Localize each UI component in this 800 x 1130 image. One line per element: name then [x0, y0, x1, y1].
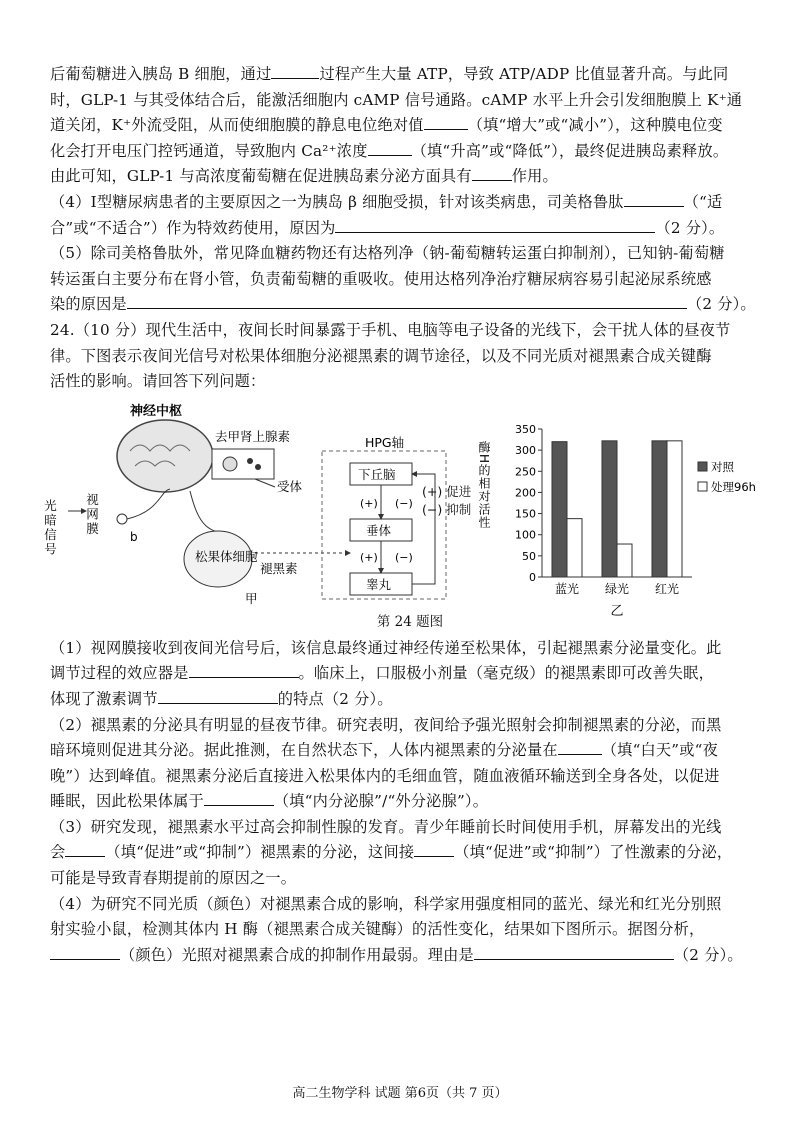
bar-control: [602, 441, 617, 577]
synapse-box: [212, 449, 274, 479]
x-axis-label: 乙: [610, 603, 624, 619]
q24-s2: （2）褪黑素的分泌具有明显的昼夜节律。研究表明，夜间给予强光照射会抑制褪黑素的分泌，而黑: [50, 715, 722, 734]
svg-text:(−): (−): [395, 496, 413, 510]
q23-part5c: 染的原因是 （2 分）。: [50, 295, 756, 314]
bar-treated: [567, 518, 582, 576]
x-tick-label: 红光: [654, 581, 680, 596]
q23-part4: （4）Ⅰ型糖尿病患者的主要原因之一为胰岛 β 细胞受损，针对该类病患，司美格鲁肽 （“适: [50, 192, 723, 211]
y-tick-label: 200: [515, 486, 536, 500]
q24-s1b: 调节过程的效应器是 。临床上，口服极小剂量（毫克级）的褪黑素即可改善失眠，: [50, 664, 714, 683]
answer-blank[interactable]: [158, 689, 278, 704]
q24-s4b: 射实验小鼠，检测其体内 H 酶（褪黑素合成关键酶）的活性变化，结果如下图所示。据图分析，: [50, 920, 705, 939]
q23-line5: 由此可知，GLP-1 与高浓度葡萄糖在促进胰岛素分泌方面具有 作用。: [50, 167, 558, 186]
label-adrenaline: 去甲肾上腺素: [215, 428, 291, 444]
q24-s4c: （颜色）光照对褪黑素合成的抑制作用最弱。理由是 （2 分）。: [50, 943, 770, 969]
label-melatonin: 褪黑素: [260, 560, 298, 576]
answer-blank[interactable]: [127, 294, 687, 309]
q24-s2b: 暗环境则促进其分泌。据此推测，在自然状态下，人体内褪黑素的分泌量在 （填“白天”或“夜: [50, 741, 719, 760]
answer-blank[interactable]: [204, 791, 274, 806]
y-tick-label: 100: [515, 528, 536, 542]
answer-blank[interactable]: [335, 218, 655, 233]
legend-label: 处理96h: [711, 479, 756, 494]
q23-line1: 后葡萄糖进入胰岛 B 细胞，通过 过程产生大量 ATP，导致 ATP/ADP 比值显著升高。与此同: [50, 65, 729, 83]
legend-swatch: [698, 482, 707, 491]
label-light: 光暗信号: [42, 498, 58, 557]
bar-treated: [617, 544, 632, 577]
y-axis-label: 酶H的相对活性: [477, 440, 491, 529]
label-b: b: [130, 529, 138, 544]
q24-s1: （1）视网膜接收到夜间光信号后，该信息最终通过神经传递至松果体，引起褪黑素分泌量变化。此: [50, 638, 722, 657]
answer-blank[interactable]: [50, 945, 120, 960]
label-center: 神经中枢: [130, 403, 183, 419]
bar-chart-yi: [470, 401, 770, 619]
label-pineal: 松果体细胞: [195, 548, 258, 564]
answer-blank[interactable]: [368, 141, 412, 156]
legend-promote-inhibit: (+) 促进 (−) 抑制: [422, 483, 472, 517]
answer-blank[interactable]: [472, 166, 512, 181]
q23-line4: 化会打开电压门控钙通道，导致胞内 Ca²⁺浓度 （填“升高”或“降低”），最终促进胰岛素释放。: [50, 141, 729, 160]
svg-text:(−): (−): [395, 550, 413, 564]
q24-s2d: 晚”）达到峰值。褪黑素分泌后直接进入松果体内的毛细血管，随血液循环输送到全身各处，以促进: [50, 766, 720, 785]
bar-control: [652, 441, 667, 577]
label-receptor: 受体: [277, 478, 303, 494]
q23-part5b: 转运蛋白主要分布在肾小管，负责葡萄糖的重吸收。使用达格列净治疗糖尿病容易引起泌尿系统感: [50, 269, 712, 288]
y-tick-label: 350: [515, 422, 536, 436]
label-jia: 甲: [245, 590, 258, 606]
y-tick-label: 0: [529, 570, 536, 584]
bar-control: [552, 441, 567, 576]
label-retina: 视网膜: [84, 492, 100, 537]
diagram-jia: [42, 401, 450, 606]
answer-blank[interactable]: [558, 740, 602, 755]
legend-label: 对照: [711, 459, 734, 474]
y-tick-label: 250: [515, 465, 536, 479]
label-hpg: HPG轴: [365, 434, 405, 450]
q24-s4: （4）为研究不同光质（颜色）对褪黑素合成的影响，科学家用强度相同的蓝光、绿光和红光分别照: [50, 894, 722, 913]
q23-line2: 时，GLP-1 与其受体结合后，能激活细胞内 cAMP 信号通路。cAMP 水平上升会引发细胞膜上 K⁺通: [50, 90, 743, 109]
answer-blank[interactable]: [189, 663, 299, 678]
q24-s3b: 会 （填“促进”或“抑制”）褪黑素的分泌，这间接 （填“促进”或“抑制”）了性激素的分泌，: [50, 843, 733, 862]
q24-s2e: 睡眠，因此松果体属于 （填“内分泌腺”/“外分泌腺”）。: [50, 792, 489, 811]
bar-treated: [667, 441, 682, 577]
figure-caption: 第 24 题图: [376, 613, 444, 630]
figure-24: [42, 401, 770, 619]
q23-part5: （5）除司美格鲁肽外，常见降血糖药物还有达格列净（钠-葡萄糖转运蛋白抑制剂），已知钠-葡萄糖: [50, 244, 725, 263]
label-testis: 睾丸: [366, 576, 392, 592]
q23-part4b: 合”或“不适合”）作为特效药使用，原因为 （2 分）。: [50, 218, 725, 237]
q24-intro2: 律。下图表示夜间光信号对松果体细胞分泌褪黑素的调节途径，以及不同光质对褪黑素合成关键酶: [50, 346, 712, 365]
answer-blank[interactable]: [424, 115, 468, 130]
q24-intro: 24.（10 分）现代生活中，夜间长时间暴露于手机、电脑等电子设备的光线下，会干扰人体的昼夜节: [50, 320, 731, 339]
svg-text:(+): (+): [360, 496, 378, 510]
answer-blank[interactable]: [414, 842, 454, 857]
x-tick-label: 蓝光: [554, 581, 580, 596]
answer-blank[interactable]: [271, 64, 319, 79]
answer-blank[interactable]: [65, 842, 105, 857]
answer-blank[interactable]: [624, 192, 684, 207]
q24-s3e: 可能是导致青春期提前的原因之一。: [50, 869, 297, 888]
label-hypothalamus: 下丘脑: [358, 466, 396, 482]
q24-s3: （3）研究发现，褪黑素水平过高会抑制性腺的发育。青少年睡前长时间使用手机，屏幕发出的光线: [50, 817, 722, 836]
y-tick-label: 50: [522, 549, 536, 563]
answer-blank[interactable]: [474, 945, 674, 960]
svg-text:(+): (+): [360, 550, 378, 564]
x-tick-label: 绿光: [604, 581, 630, 596]
page-content: [42, 62, 770, 968]
legend-swatch: [698, 462, 707, 471]
y-tick-label: 300: [515, 443, 536, 457]
q23-line3: 道关闭，K⁺外流受阻，从而使细胞膜的静息电位绝对值 （填“增大”或“减小”），这种膜电位变: [50, 116, 723, 135]
y-tick-label: 150: [515, 507, 536, 521]
label-pituitary: 垂体: [366, 522, 392, 538]
q24-intro3: 活性的影响。请回答下列问题：: [50, 372, 266, 391]
q24-s1d: 体现了激素调节 的特点（2 分）。: [50, 689, 393, 708]
page-footer: 高二生物学科 试题 第6页（共 7 页）: [292, 1086, 508, 1101]
brain-shape: [117, 420, 213, 492]
